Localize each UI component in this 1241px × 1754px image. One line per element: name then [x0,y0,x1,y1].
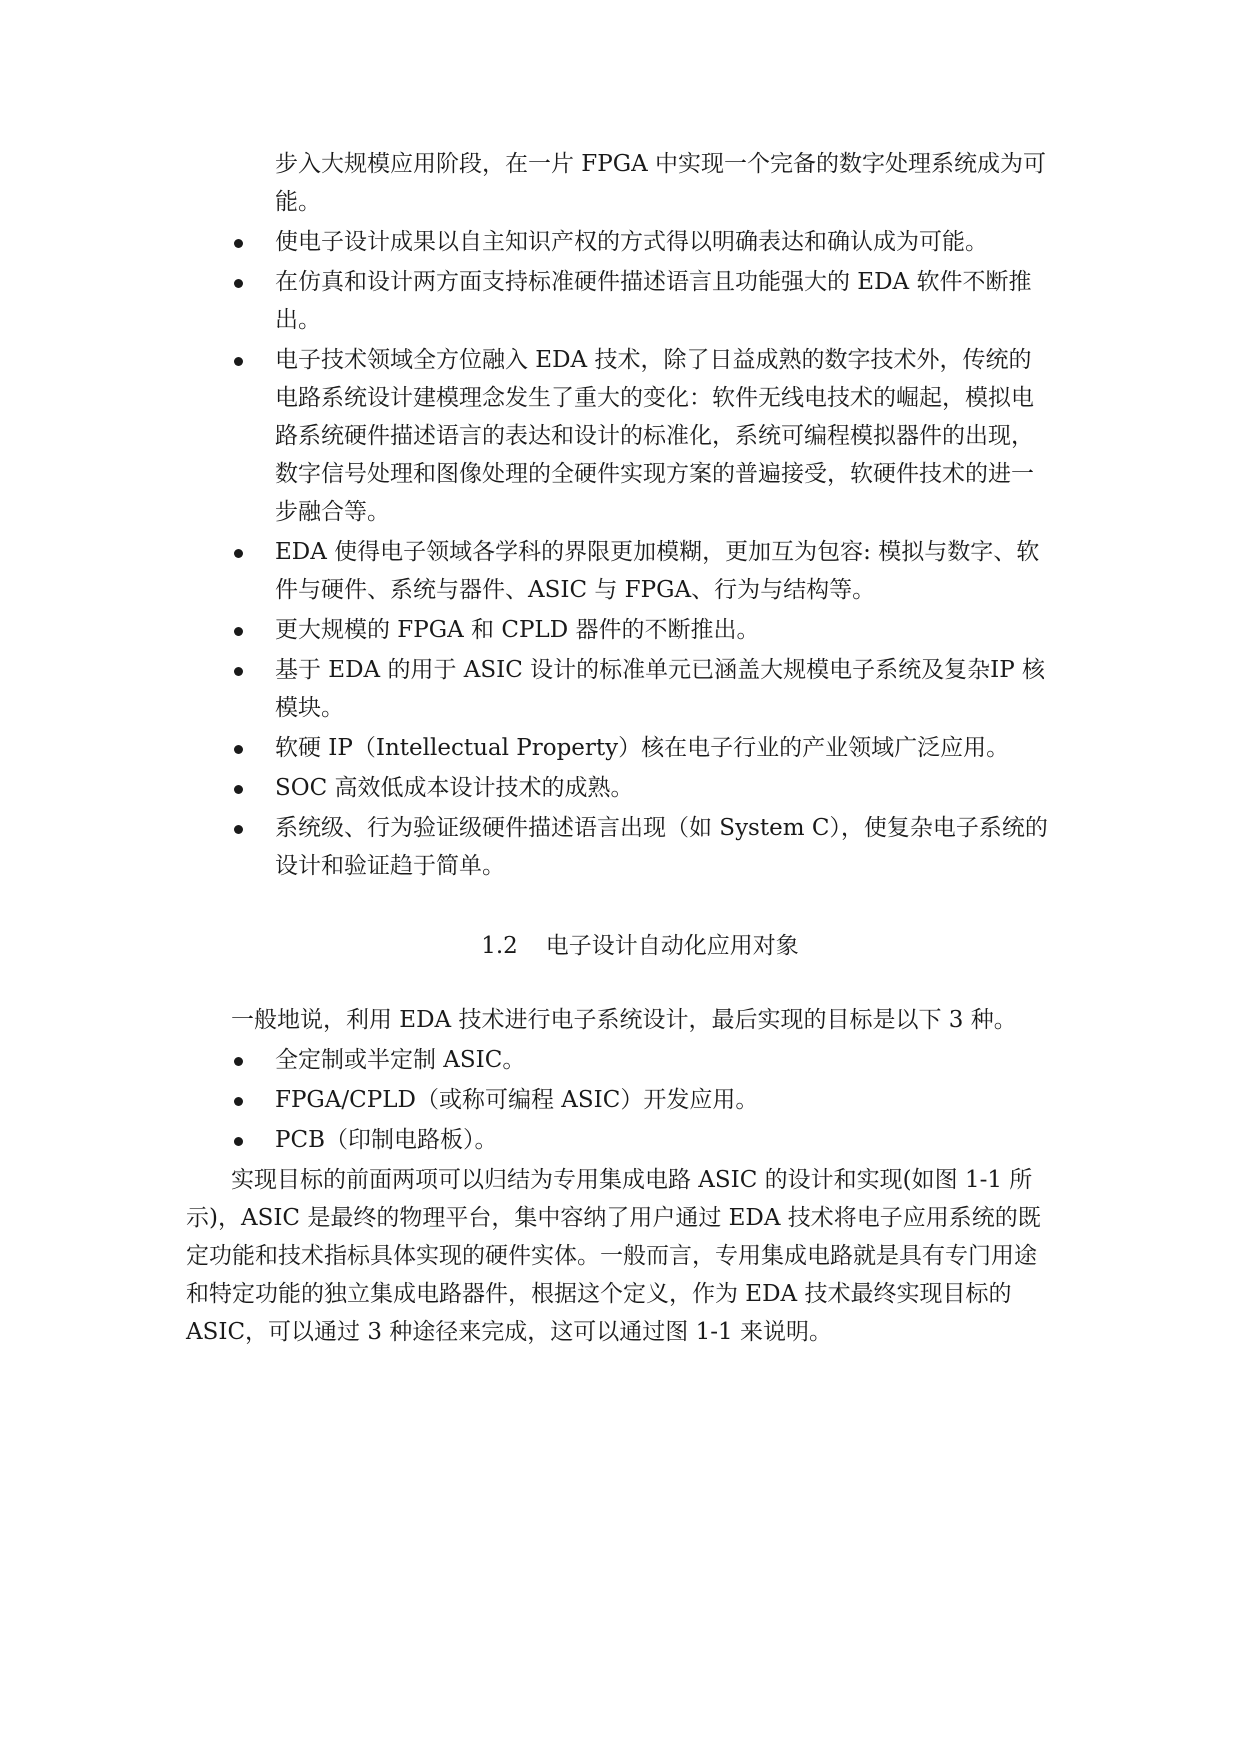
list-item-text: SOC 高效低成本设计技术的成熟。 [275,775,634,801]
bullet-icon [234,549,243,558]
continuation-text: 步入大规模应用阶段，在一片 FPGA 中实现一个完备的数字处理系统成为可能。 [275,151,1047,215]
body-paragraph: 实现目标的前面两项可以归结为专用集成电路 ASIC 的设计和实现(如图 1-1 所示)，ASIC 是最终的物理平台，集中容纳了用户通过 EDA 技术将电子应用系统的既定功能和技术指标具体实现的硬件实体。一般而言，专用集成电路就是具有专门用途和特定功能的独立集成电路器件，根据这个定义，作为 EDA 技术最终实现目标的 ASIC，可以通过 3 种途径来完成，这可以通过图 1-1 来说明。 [186,1167,1041,1345]
list-item [186,1041,1054,1079]
bullet-icon [234,785,243,794]
bullet-icon [234,627,243,636]
bullet-icon [234,825,243,834]
bullet-icon [234,357,243,366]
list-item-text: 更大规模的 FPGA 和 CPLD 器件的不断推出。 [275,617,760,643]
section-heading [186,927,1054,965]
list-item [186,263,1054,339]
bullet-icon [234,279,243,288]
bullet-icon [234,239,243,248]
intro-paragraph: 一般地说，利用 EDA 技术进行电子系统设计，最后实现的目标是以下 3 种。 [231,1007,1017,1033]
bullet-icon [234,1057,243,1066]
list-item-text: 电子技术领域全方位融入 EDA 技术，除了日益成熟的数字技术外，传统的电路系统设计建模理念发生了重大的变化：软件无线电技术的崛起，模拟电路系统硬件描述语言的表达和设计的标准化，系统可编程模拟器件的出现，数字信号处理和图像处理的全硬件实现方案的普遍接受，软硬件技术的进一步融合等。 [275,347,1034,525]
list-item-text: 使电子设计成果以自主知识产权的方式得以明确表达和确认成为可能。 [275,229,988,255]
list-item-text: PCB（印制电路板）。 [275,1127,498,1153]
section-number: 1.2 [481,933,518,959]
bullet-icon [234,745,243,754]
bullet-icon [234,1097,243,1106]
list-item-text: 全定制或半定制 ASIC。 [275,1047,526,1073]
list-item [186,769,1054,807]
section-title: 电子设计自动化应用对象 [545,933,799,959]
list-item-text: 系统级、行为验证级硬件描述语言出现（如 System C），使复杂电子系统的设计和验证趋于简单。 [275,815,1048,879]
list-item-text: 基于 EDA 的用于 ASIC 设计的标准单元已涵盖大规模电子系统及复杂IP 核模块。 [275,657,1046,721]
list-item [186,809,1054,885]
target-bullet-list [186,1041,1054,1159]
list-item-text: 在仿真和设计两方面支持标准硬件描述语言且功能强大的 EDA 软件不断推出。 [275,269,1032,333]
list-item-text: FPGA/CPLD（或称可编程 ASIC）开发应用。 [275,1087,759,1113]
list-item-text: 软硬 IP（Intellectual Property）核在电子行业的产业领域广泛应用。 [275,735,1010,761]
list-item [186,1081,1054,1119]
list-item [186,341,1054,531]
bullet-icon [234,1137,243,1146]
list-item [186,651,1054,727]
trend-bullet-list [186,223,1054,885]
page-content [186,145,1054,1351]
list-item [186,611,1054,649]
list-item [186,1121,1054,1159]
list-item [186,729,1054,767]
bullet-icon [234,667,243,676]
list-item [186,533,1054,609]
list-item [186,223,1054,261]
list-item-text: EDA 使得电子领域各学科的界限更加模糊，更加互为包容: 模拟与数字、软件与硬件、系统与器件、ASIC 与 FPGA、行为与结构等。 [275,539,1040,603]
